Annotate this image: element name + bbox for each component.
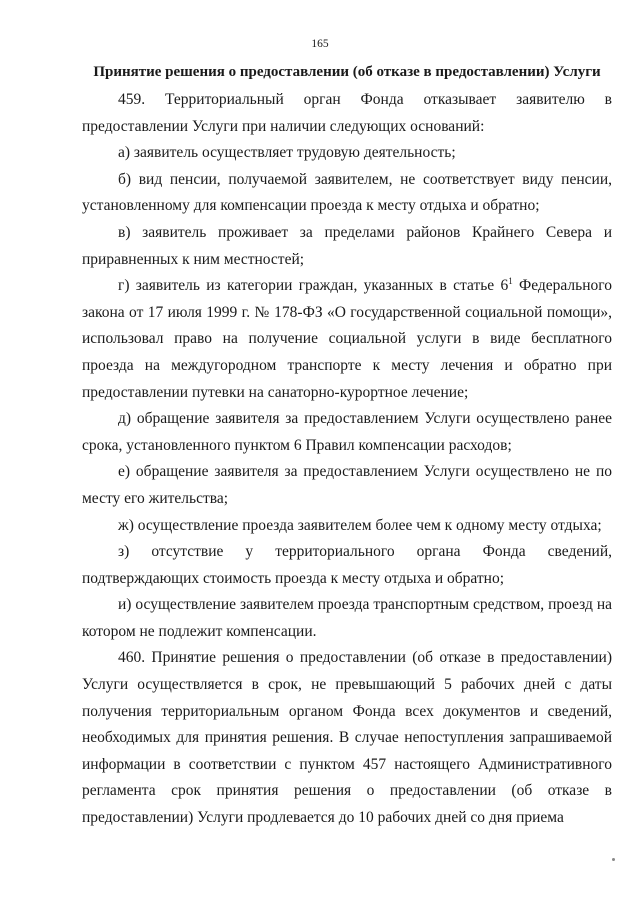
item-z: з) отсутствие у территориального органа Фонда сведений, подтверждающих стоимость проезда к месту отдыха и обратно; bbox=[82, 543, 612, 587]
item-e: е) обращение заявителя за предоставлением Услуги осуществлено не по месту его жительства; bbox=[82, 463, 612, 507]
page-number: 165 bbox=[311, 38, 329, 50]
scan-speck bbox=[612, 858, 615, 861]
item-i: и) осуществление заявителем проезда транспортным средством, проезд на котором не подлежит компенсации. bbox=[82, 596, 612, 640]
section-heading: Принятие решения о предоставлении (об отказе в предоставлении) Услуги bbox=[93, 64, 601, 80]
item-b: б) вид пенсии, получаемой заявителем, не соответствует виду пенсии, установленному для компенсации проезда к месту отдыха и обратно; bbox=[82, 170, 612, 215]
item-g-text-start: г) заявитель из категории граждан, указанных в статье 6 bbox=[118, 277, 509, 295]
item-g bbox=[82, 273, 612, 406]
paragraph-460: 460. Принятие решения о предоставлении (об отказе в предоставлении) Услуги осуществляется в срок, не превышающий 5 рабочих дней с даты получения территориальным органом Фонда всех документов и сведений, необходимых для принятия решения. В случае непоступления запрашиваемой информации в соответствии с пунктом 457 настоящего Административного регламента срок принятия решения о предоставлении (об отказе в предоставлении) Услуги продлевается до 10 рабочих дней со дня приема bbox=[82, 649, 612, 827]
paragraph-459: 459. Территориальный орган Фонда отказывает заявителю в предоставлении Услуги при наличии следующих оснований: bbox=[82, 91, 612, 135]
item-g-superscript: 1 bbox=[508, 276, 513, 286]
item-a: а) заявитель осуществляет трудовую деятельность; bbox=[118, 144, 456, 162]
item-g-text-end: Федерального закона от 17 июля 1999 г. № 178-ФЗ «О государственной социальной помощи», использовал право на получение социальной услуги в виде бесплатного проезда на междугородном транспорте к месту лечения и обратно при предоставлении путевки на санаторно-курортное лечение; bbox=[82, 277, 612, 401]
item-d: д) обращение заявителя за предоставлением Услуги осуществлено ранее срока, установленного пунктом 6 Правил компенсации расходов; bbox=[82, 410, 612, 454]
item-v: в) заявитель проживает за пределами районов Крайнего Севера и приравненных к ним местностей; bbox=[82, 223, 612, 268]
item-zh: ж) осуществление проезда заявителем более чем к одному месту отдыха; bbox=[118, 516, 602, 534]
document-body bbox=[82, 87, 612, 832]
